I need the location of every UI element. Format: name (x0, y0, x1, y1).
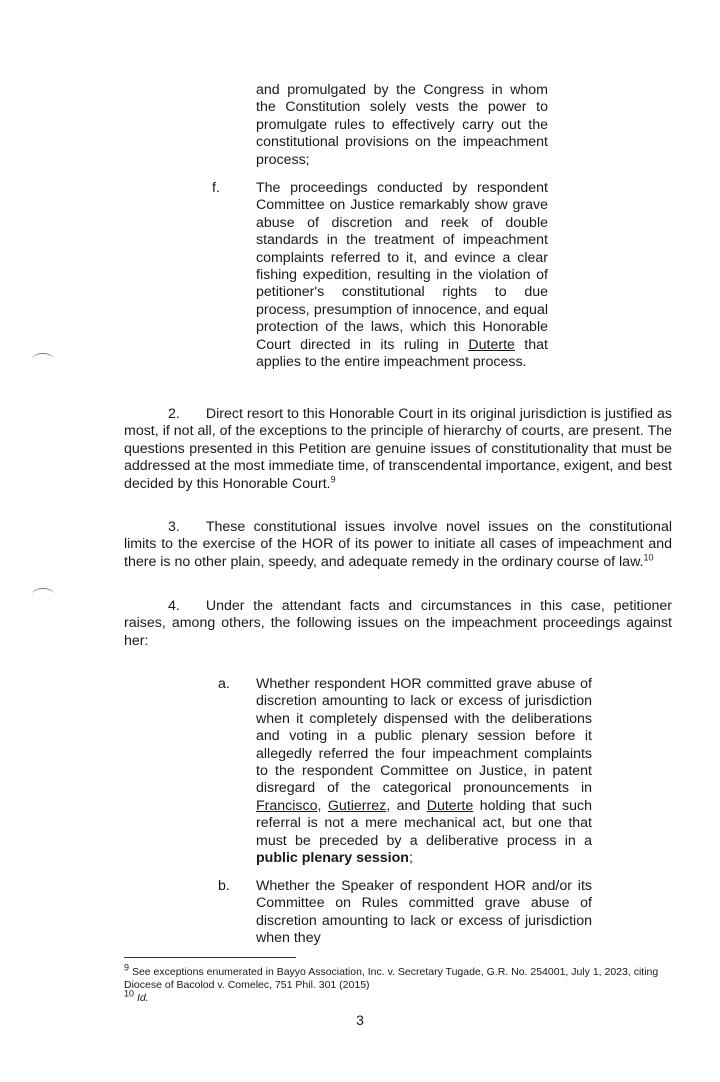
footnote-ref: 9 (330, 473, 336, 484)
footnote-10: 10 Id. (124, 988, 149, 1004)
footnote-number: 10 (124, 988, 135, 999)
case-citation: Duterte (468, 336, 515, 353)
list-marker: b. (218, 878, 230, 894)
page-number: 3 (356, 1012, 364, 1028)
footnotes (124, 958, 674, 1005)
paragraph-number: 4. (168, 598, 180, 614)
list-item-text: Whether the Speaker of respondent HOR and/or its Committee on Rules committed grave abuse of discretion amounting to lack or excess of jurisdiction when they (256, 878, 592, 947)
list-item-text: The proceedings conducted by respondent Committee on Justice remarkably show grave abuse of discretion and reek of double standards in the treatment of impeachment complaints referred to it, and evince a clear fishing expedition, resulting in the violation of petitioner's constitutional rights to due process, presumption of innocence, and equal protection of the laws, which this Honorable Court directed in its ruling in Duterte that applies to the entire impeachment process. (256, 180, 548, 371)
paragraph-number: 3. (168, 519, 180, 535)
bold-emphasis: public plenary session (256, 850, 409, 867)
paragraph-2: 2. Direct resort to this Honorable Court in its original jurisdiction is justified as most, if not all, of the exceptions to the principle of hierarchy of courts, are present. The questions presented in this Petition are genuine issues of constitutionality that must be addressed at the most immediate time, of transcendental importance, exigent, and best decided by this Honorable Court.$^9$ (124, 406, 672, 492)
case-citation: Duterte (426, 797, 474, 814)
list-marker: f. (212, 180, 220, 196)
margin-mark (32, 353, 54, 366)
margin-mark (32, 588, 54, 601)
paragraph-4: 4. Under the attendant facts and circumstances in this case, petitioner raises, among others, the following issues on the impeachment proceedings against her: (124, 598, 672, 649)
paragraph-3: 3. These constitutional issues involve novel issues on the constitutional limits to the exercise of the HOR of its power to initiate all cases of impeachment and there is no other plain, speedy, and adequate remedy in the ordinary course of law.$^{10}$ (124, 519, 672, 570)
top-continuation: and promulgated by the Congress in whom the Constitution solely vests the power to promulgate rules to effectively carry out the constitutional provisions on the impeachment process; (256, 82, 548, 168)
case-citation: Francisco (256, 797, 318, 814)
list-item-text: Whether respondent HOR committed grave abuse of discretion amounting to lack or excess of jurisdiction when it completely dispensed with the deliberations and voting in a public plenary session before it allegedly referred the four impeachment complaints to the respondent Committee on Justice, in patent disregard of the categorical pronouncements in Francisco, Gutierrez, and Duterte holding that such referral is not a mere mechanical act, but one that must be preceded by a deliberative process in a public plenary session; (256, 676, 592, 867)
list-marker: a. (218, 676, 230, 692)
footnote-ref: 10 (643, 552, 654, 563)
footnote-number: 9 (124, 962, 130, 973)
case-citation: Gutierrez (327, 797, 387, 814)
footnote-9: 9 See exceptions enumerated in Bayyo Association, Inc. v. Secretary Tugade, G.R. No. 254001, July 1, 2023, citing Diocese of Bacolod v. Comelec, 751 Phil. 301 (2015) (124, 962, 659, 991)
paragraph-number: 2. (168, 406, 180, 422)
